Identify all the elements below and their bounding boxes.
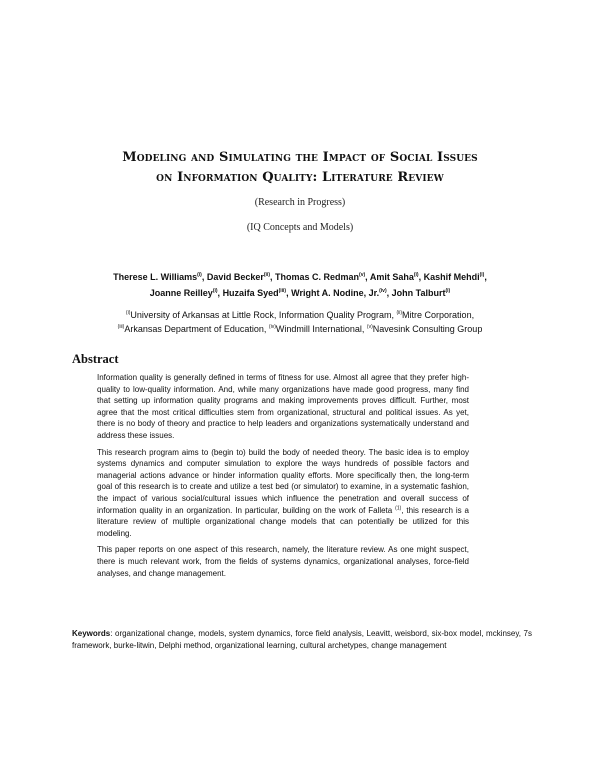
author: Huzaifa Syed$^{(iii)}$,: [222, 288, 292, 298]
author: Joanne Reilley$^{(i)}$,: [149, 288, 223, 298]
author-list: [60, 269, 540, 301]
abstract-paragraph: This research program aims to (begin to) build the body of needed theory. The basic idea is to employ systems dynamics and computer simulation to explore the ways hundreds of possible factors and managerial actions advance or hinder information quality efforts. More specifically then, the long-term goal of this research is to create and utilize a test bed (or simulator) to examine, in a systematic fashion, the impact of various social/cultural issues which influence the penetration and overall success of information quality in an organization. In particular, building on the work of Falleta $^{(1)}$, this research is a literature review of multiple organizational change models that can potentially be utilized for this modeling.: [97, 447, 469, 538]
abstract-paragraph: Information quality is generally defined in terms of fitness for use. Almost all agree that they prefer high-quality to low-quality information. And, while many organizations have made good progress, many find that setting up information quality programs and making improvements proves difficult. Further, most agree that the most critical difficulties stem from organizational, structural and political issues. As yet, there is no body of theory and practice to help leaders and organizations systematically understand and address these issues.: [97, 373, 469, 440]
paper-title: [50, 148, 550, 188]
affiliation: $^{(i)}$University of Arkansas at Little Rock, Information Quality Program,: [125, 310, 397, 320]
affiliation: $^{(ii)}$Mitre Corporation,: [396, 310, 475, 320]
affiliation: $^{(iv)}$Windmill International,: [268, 324, 367, 334]
author: David Becker$^{(ii)}$,: [206, 272, 276, 282]
subtitle-concepts: (IQ Concepts and Models): [246, 222, 354, 233]
keywords-text: : organizational change, models, system dynamics, force field analysis, Leavitt, weisbord, six-box model, mckinsey, 7s framework, burke-litwin, Delphi method, organizational learning, cultural archetypes, change management: [72, 629, 532, 650]
author: Wright A. Nodine, Jr.$^{(iv)}$,: [291, 288, 392, 298]
keywords: [72, 628, 532, 651]
abstract-paragraph: This paper reports on one aspect of this research, namely, the literature review. As one might suspect, there is much relevant work, from the fields of systems dynamics, organizational analyses, force-field analyses, and change management.: [97, 545, 469, 578]
title-line-1: Modeling and Simulating the Impact of Social Issues: [122, 150, 478, 165]
author: Thomas C. Redman$^{(v)}$,: [275, 272, 370, 282]
citation-ref: (1): [395, 504, 402, 511]
author: Amit Saha$^{(i)}$,: [369, 272, 424, 282]
title-line-2: on Information Quality: Literature Review: [156, 170, 444, 185]
affiliations: [70, 308, 530, 336]
abstract-heading: Abstract: [72, 352, 119, 366]
author: Kashif Mehdi$^{(i)}$,: [423, 272, 487, 282]
subtitle-research: (Research in Progress): [254, 197, 346, 208]
author: Therese L. Williams$^{(i)}$,: [113, 272, 207, 282]
affiliation: $^{(iii)}$Arkansas Department of Education,: [117, 324, 269, 334]
affiliation: $^{(v)}$Navesink Consulting Group: [366, 324, 483, 334]
keywords-label: Keywords: [72, 629, 111, 638]
abstract-body: [97, 372, 469, 584]
author: John Talburt$^{(i)}$: [391, 288, 451, 298]
